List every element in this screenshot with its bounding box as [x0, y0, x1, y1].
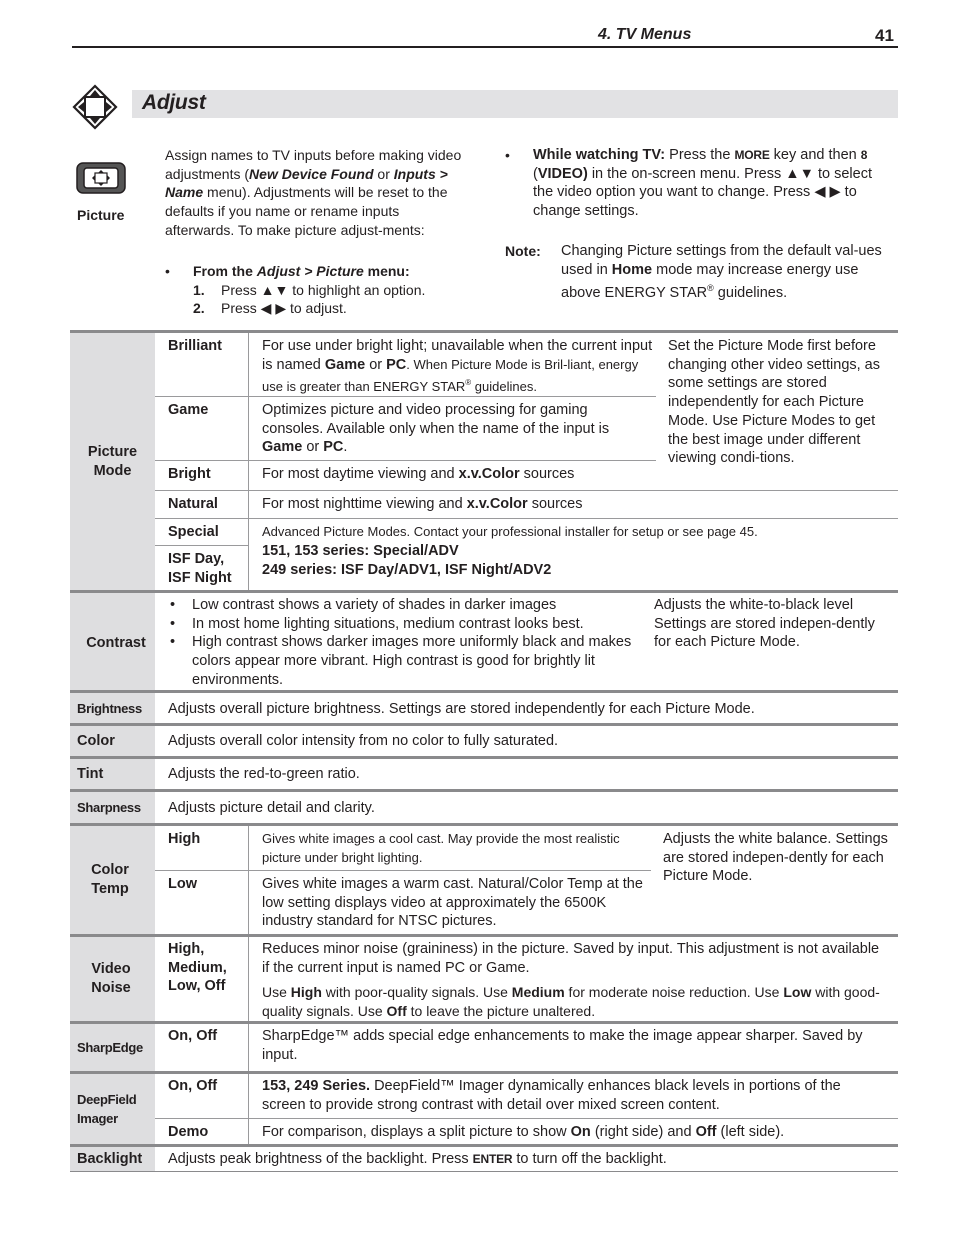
isf-line-1: 151, 153 series: Special/ADV [262, 543, 459, 559]
row-divider [155, 460, 656, 461]
special-desc: Advanced Picture Modes. Contact your professional installer for setup or see page 45. [262, 524, 758, 539]
demo-name: Demo [168, 1124, 209, 1140]
step-1: 1. Press ▲▼ to highlight an option. [193, 281, 426, 298]
video-noise-para-2: Use High with poor-quality signals. Use Medium for moderate noise reduction. Use Low with good-quality signals. Use Off to leave the picture unaltered. [262, 984, 880, 1020]
picture-mode-label: Picture Mode [87, 444, 138, 479]
deepfield-label: DeepField Imager [77, 1092, 137, 1126]
table-rule [70, 934, 898, 937]
low-desc: Gives white images a warm cast. Natural/Color Temp at the low setting displays video at approximately the 6500K industry standard for NTSC pictures. [262, 876, 643, 930]
contrast-bullets [166, 596, 642, 690]
step-2: 2. Press ◀ ▶ to adjust. [193, 300, 347, 317]
table-rule [70, 723, 898, 726]
table-rule [70, 330, 898, 333]
contrast-bullet: • In most home lighting situations, medium contrast looks best. [170, 615, 584, 632]
deepfield-onoff: On, Off [168, 1078, 218, 1094]
high-name: High [168, 831, 201, 847]
brilliant-name: Brilliant [168, 338, 222, 354]
backlight-label: Backlight [77, 1151, 143, 1167]
page-number: 41 [875, 26, 894, 45]
table-rule [70, 590, 898, 593]
from-menu-item: • From the Adjust > Picture menu: [165, 263, 410, 279]
game-desc: Optimizes picture and video processing for gaming consoles. Available only when the name of the input is Game or PC. [262, 402, 610, 456]
color-temp-label: Color Temp [91, 862, 129, 897]
picture-mode-note: Set the Picture Mode first before changing other video settings, as some settings are stored independently for each Picture Mode. Use Picture Modes to get the best image under different viewing condi-tions. [668, 338, 880, 467]
color-temp-note: Adjusts the white balance. Settings are stored indepen-dently for each Picture Mode. [663, 831, 888, 885]
column-divider [248, 1024, 249, 1071]
color-desc: Adjusts overall color intensity from no color to fully saturated. [168, 733, 559, 749]
column-divider [248, 518, 249, 590]
table-rule [70, 823, 898, 826]
header-rule [72, 46, 898, 48]
tint-label: Tint [77, 766, 104, 782]
special-name: Special [168, 524, 219, 540]
picture-label: Picture [77, 207, 125, 223]
page-title: Adjust [142, 91, 206, 114]
sharpedge-desc: SharpEdge™ adds special edge enhancements to make the image appear sharper. Saved by input. [262, 1028, 863, 1063]
video-noise-desc [262, 940, 888, 1021]
table-rule [70, 1144, 898, 1147]
column-divider [248, 826, 249, 934]
contrast-note: Adjusts the white-to-black level Settings are stored indepen-dently for each Picture Mode. [654, 597, 875, 651]
table-rule [70, 756, 898, 759]
isf-name: ISF Day, ISF Night [168, 551, 232, 586]
sharpedge-options: On, Off [168, 1028, 218, 1044]
contrast-label: Contrast [86, 635, 146, 651]
brilliant-desc: For use under bright light; unavailable when the current input is named Game or PC. When Picture Mode is Bril-liant, energy use is greater than ENERGY STAR® guidelines. [262, 338, 653, 395]
chapter-title: 4. TV Menus [598, 26, 692, 43]
backlight-desc: Adjusts peak brightness of the backlight. Press ENTER to turn off the backlight. [168, 1151, 667, 1167]
brightness-desc: Adjusts overall picture brightness. Settings are stored independently for each Picture Mode. [168, 701, 755, 717]
column-divider [248, 937, 249, 1021]
demo-desc: For comparison, displays a split picture to show On (right side) and Off (left side). [262, 1124, 785, 1140]
table-rule [70, 789, 898, 792]
table-rule [70, 690, 898, 693]
sharpness-label: Sharpness [77, 800, 141, 815]
row-divider [155, 518, 898, 519]
table-rule [70, 1071, 898, 1074]
sharpedge-label: SharpEdge [77, 1040, 143, 1055]
video-noise-para-1: Reduces minor noise (graininess) in the picture. Saved by input. This adjustment is not available if the current input is named PC or Game. [262, 941, 880, 976]
tint-desc: Adjusts the red-to-green ratio. [168, 766, 360, 782]
picture-icon [76, 162, 126, 194]
column-divider [248, 333, 249, 518]
intro-paragraph: Assign names to TV inputs before making video adjustments (New Device Found or Inputs > Name menu). Adjustments will be reset to the defaults if you name or rename inputs afterwards. To make picture adjust-ments: [165, 147, 462, 238]
brightness-label: Brightness [77, 701, 142, 716]
bright-name: Bright [168, 466, 211, 482]
row-divider [155, 490, 898, 491]
table-rule [70, 1021, 898, 1024]
video-noise-options: High, Medium, Low, Off [168, 941, 227, 995]
video-noise-label: Video Noise [91, 961, 131, 996]
isf-line-2: 249 series: ISF Day/ADV1, ISF Night/ADV2 [262, 562, 552, 578]
adjust-arrows-icon [72, 84, 118, 130]
intro-steps [165, 262, 485, 318]
game-name: Game [168, 402, 209, 418]
bright-desc: For most daytime viewing and x.v.Color sources [262, 466, 575, 482]
table-rule [70, 1171, 898, 1172]
natural-desc: For most nighttime viewing and x.v.Color sources [262, 496, 583, 512]
row-divider [155, 545, 248, 546]
column-divider [248, 1074, 249, 1144]
contrast-bullet: • High contrast shows darker images more uniformly black and makes colors appear more vibrant. High contrast is good for brightly lit environments. [170, 634, 632, 688]
row-divider [155, 870, 651, 871]
low-name: Low [168, 876, 197, 892]
color-label: Color [77, 733, 115, 749]
title-bar [132, 90, 898, 118]
row-divider [155, 1118, 898, 1119]
sharpness-desc: Adjusts picture detail and clarity. [168, 800, 375, 816]
high-desc: Gives white images a cool cast. May provide the most realistic picture under bright lighting. [262, 831, 620, 865]
contrast-bullet: • Low contrast shows a variety of shades in darker images [170, 597, 557, 613]
natural-name: Natural [168, 496, 218, 512]
deepfield-desc: 153, 249 Series. DeepField™ Imager dynamically enhances black levels in portions of the screen to provide strong contrast with detail over mixed screen content. [262, 1078, 841, 1113]
